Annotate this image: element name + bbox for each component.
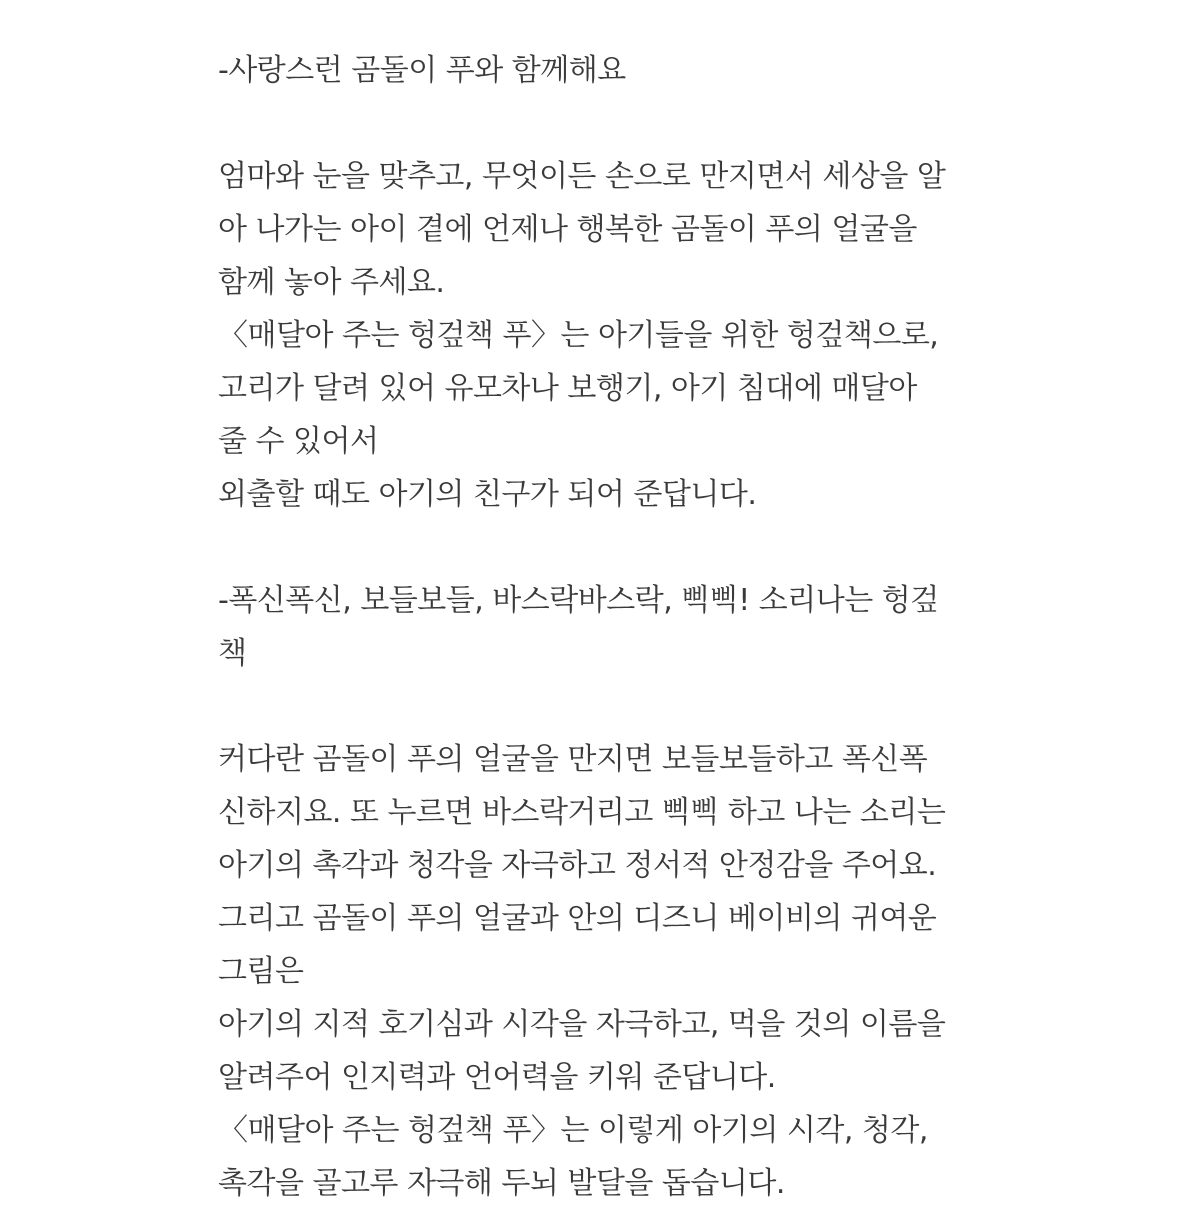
heading-sound-cloth-book [218,574,998,680]
text-line: 책 [218,636,247,671]
paragraph-spacer [218,680,998,733]
text-line: 함께 놓아 주세요. [218,265,445,300]
text-line: 그리고 곰돌이 푸의 얼굴과 안의 디즈니 베이비의 귀여운 [218,901,937,936]
text-line: 신하지요. 또 누르면 바스락거리고 삑삑 하고 나는 소리는 [218,795,946,830]
text-line: 〈매달아 주는 헝겊책 푸〉는 이렇게 아기의 시각, 청각, [218,1113,928,1148]
text-line: 그림은 [218,954,304,989]
paragraph-spacer [218,97,998,150]
text-line: 촉각을 골고루 자극해 두뇌 발달을 돕습니다. [218,1166,785,1201]
paragraph-intro [218,150,998,521]
paragraph-description [218,733,998,1210]
text-line: 고리가 달려 있어 유모차나 보행기, 아기 침대에 매달아 [218,371,917,406]
text-body [218,44,998,1210]
text-line: 커다란 곰돌이 푸의 얼굴을 만지면 보들보들하고 폭신폭 [218,742,928,777]
text-line: 줄 수 있어서 [218,424,379,459]
text-line: -폭신폭신, 보들보들, 바스락바스락, 삑삑! 소리나는 헝겊 [218,583,939,618]
paragraph-spacer [218,521,998,574]
text-line: 엄마와 눈을 맞추고, 무엇이든 손으로 만지면서 세상을 알 [218,159,946,194]
heading-lovely-pooh [218,44,998,97]
text-line: 외출할 때도 아기의 친구가 되어 준답니다. [218,477,757,512]
text-line: 아기의 촉각과 청각을 자극하고 정서적 안정감을 주어요. [218,848,937,883]
text-line: 아 나가는 아이 곁에 언제나 행복한 곰돌이 푸의 얼굴을 [218,212,917,247]
text-line: 알려주어 인지력과 언어력을 키워 준답니다. [218,1060,776,1095]
text-line: 아기의 지적 호기심과 시각을 자극하고, 먹을 것의 이름을 [218,1007,946,1042]
text-line: 〈매달아 주는 헝겊책 푸〉는 아기들을 위한 헝겊책으로, [218,318,939,353]
text-line: -사랑스런 곰돌이 푸와 함께해요 [218,53,626,88]
